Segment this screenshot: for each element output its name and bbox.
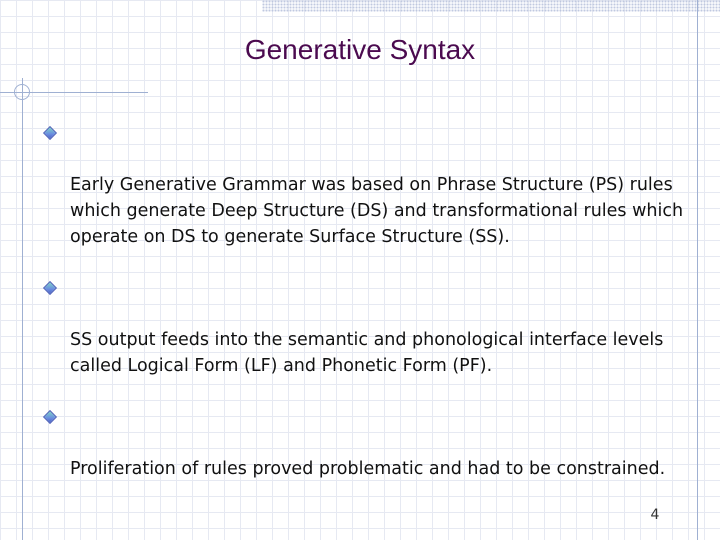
decorative-left-vertical-rule	[22, 78, 23, 540]
decorative-top-band	[262, 0, 720, 12]
bullet-text: Early Generative Grammar was based on Phrase Structure (PS) rules which generate Deep Structure (DS) and transformational rules which operate on DS to generate Surface Structure (SS).	[70, 175, 684, 247]
bullet-item	[44, 404, 704, 482]
slide-title: Generative Syntax	[244, 34, 476, 65]
diamond-bullet-icon	[43, 410, 57, 424]
bullet-item	[44, 275, 704, 379]
bullet-list	[44, 120, 704, 482]
bullet-text: SS output feeds into the semantic and phonological interface levels called Logical Form (LF) and Phonetic Form (PF).	[70, 330, 664, 376]
page-number: 4	[650, 507, 660, 523]
bullet-text: Proliferation of rules proved problematic and had to be constrained.	[70, 459, 666, 479]
decorative-corner-circle	[14, 84, 30, 100]
diamond-bullet-icon	[43, 281, 57, 295]
diamond-bullet-icon	[43, 126, 57, 140]
bullet-item	[44, 120, 704, 250]
